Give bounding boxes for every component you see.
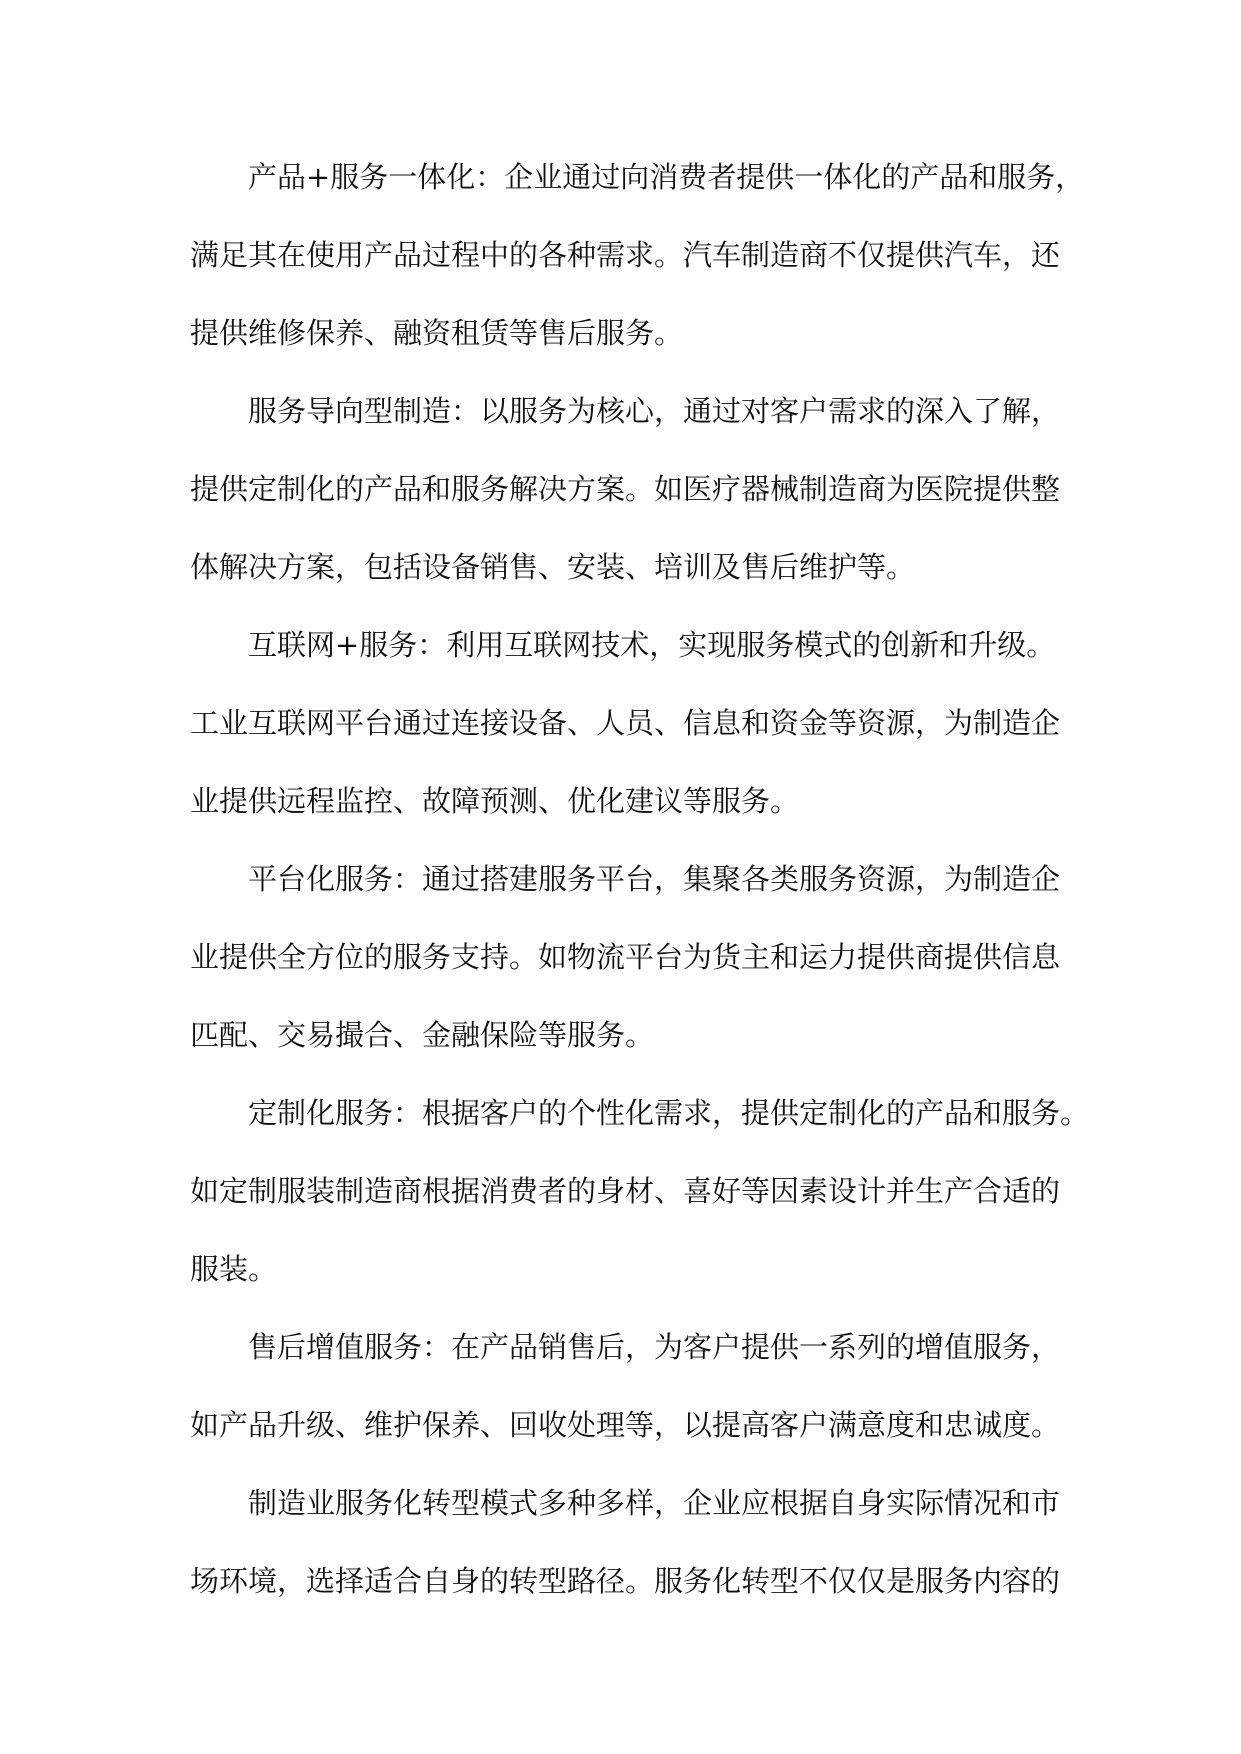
document-body (190, 138, 1090, 1620)
paragraph-first-line: 制造业服务化转型模式多种多样，企业应根据自身实际情况和市 (248, 1486, 1061, 1520)
paragraph-line: 如定制服装制造商根据消费者的身材、喜好等因素设计并生产合适的 (190, 1174, 1061, 1208)
paragraph-line: 服装。 (190, 1252, 278, 1286)
paragraph-line: 提供维修保养、融资租赁等售后服务。 (190, 316, 684, 350)
paragraph-line: 提供定制化的产品和服务解决方案。如医疗器械制造商为医院提供整 (190, 472, 1061, 506)
paragraph-first-line: 定制化服务：根据客户的个性化需求，提供定制化的产品和服务。 (248, 1096, 1090, 1130)
paragraph-line: 业提供远程监控、故障预测、优化建议等服务。 (190, 784, 800, 818)
paragraph-line: 满足其在使用产品过程中的各种需求。汽车制造商不仅提供汽车，还 (190, 238, 1061, 272)
paragraph-first-line: 平台化服务：通过搭建服务平台，集聚各类服务资源，为制造企 (248, 862, 1061, 896)
paragraph-first-line: 产品+服务一体化：企业通过向消费者提供一体化的产品和服务， (248, 160, 1085, 194)
paragraph-line: 体解决方案，包括设备销售、安装、培训及售后维护等。 (190, 550, 916, 584)
paragraph-first-line: 互联网+服务：利用互联网技术，实现服务模式的创新和升级。 (248, 628, 1056, 662)
paragraph-line: 场环境，选择适合自身的转型路径。服务化转型不仅仅是服务内容的 (190, 1564, 1061, 1598)
paragraph-line: 工业互联网平台通过连接设备、人员、信息和资金等资源，为制造企 (190, 706, 1061, 740)
paragraph-line: 如产品升级、维护保养、回收处理等，以提高客户满意度和忠诚度。 (190, 1408, 1061, 1442)
paragraph-line: 匹配、交易撮合、金融保险等服务。 (190, 1018, 655, 1052)
paragraph-first-line: 服务导向型制造：以服务为核心，通过对客户需求的深入了解， (248, 394, 1061, 428)
paragraph-line: 业提供全方位的服务支持。如物流平台为货主和运力提供商提供信息 (190, 940, 1061, 974)
paragraph-first-line: 售后增值服务：在产品销售后，为客户提供一系列的增值服务， (248, 1330, 1061, 1364)
